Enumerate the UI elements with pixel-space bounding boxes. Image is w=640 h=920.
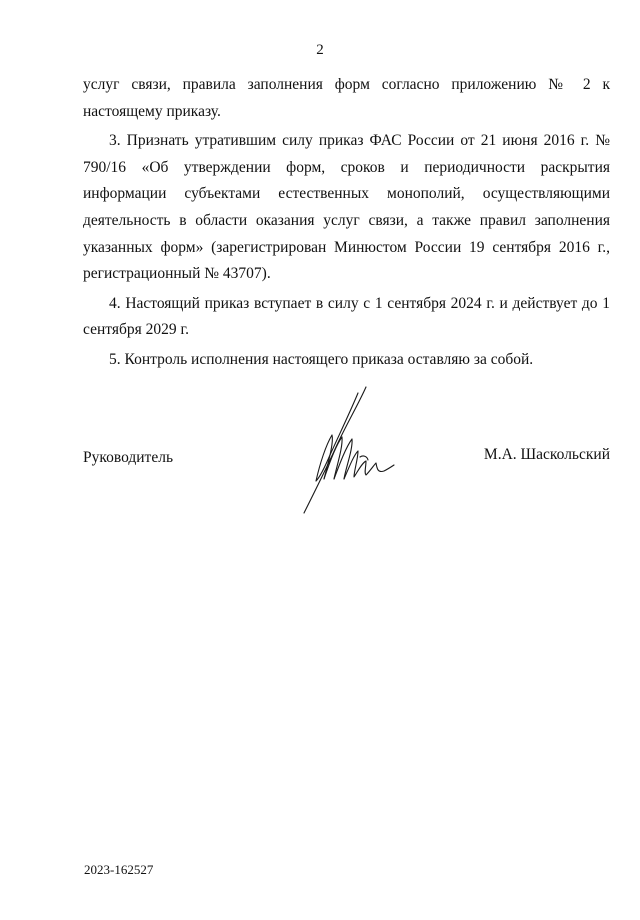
signatory-title: Руководитель [83, 449, 174, 466]
signatory-name: М.А. Шаскольский [483, 446, 610, 463]
signature-icon [296, 385, 396, 515]
paragraph-continuation: услуг связи, правила заполнения форм согласно приложению № 2 к настоящему приказу. [83, 76, 610, 120]
paragraph-5: 5. Контроль исполнения настоящего приказа оставляю за собой. [109, 350, 534, 368]
paragraph-4: 4. Настоящий приказ вступает в силу с 1 сентября 2024 г. и действует до 1 сентября 2029 г. [83, 294, 610, 339]
document-body [83, 72, 610, 377]
page-number: 2 [316, 42, 324, 58]
paragraph-3: 3. Признать утратившим силу приказ ФАС России от 21 июня 2016 г. № 790/16 «Об утверждении форм, сроков и периодичности раскрытия информации субъектами естественных монополий, осуществляющими деятельность в области оказания услуг связи, а также правил заполнения указанных форм» (зарегистрирован Минюстом России 19 сентября 2016 г., регистрационный № 43707). [83, 132, 610, 283]
document-code: 2023-162527 [84, 862, 154, 877]
